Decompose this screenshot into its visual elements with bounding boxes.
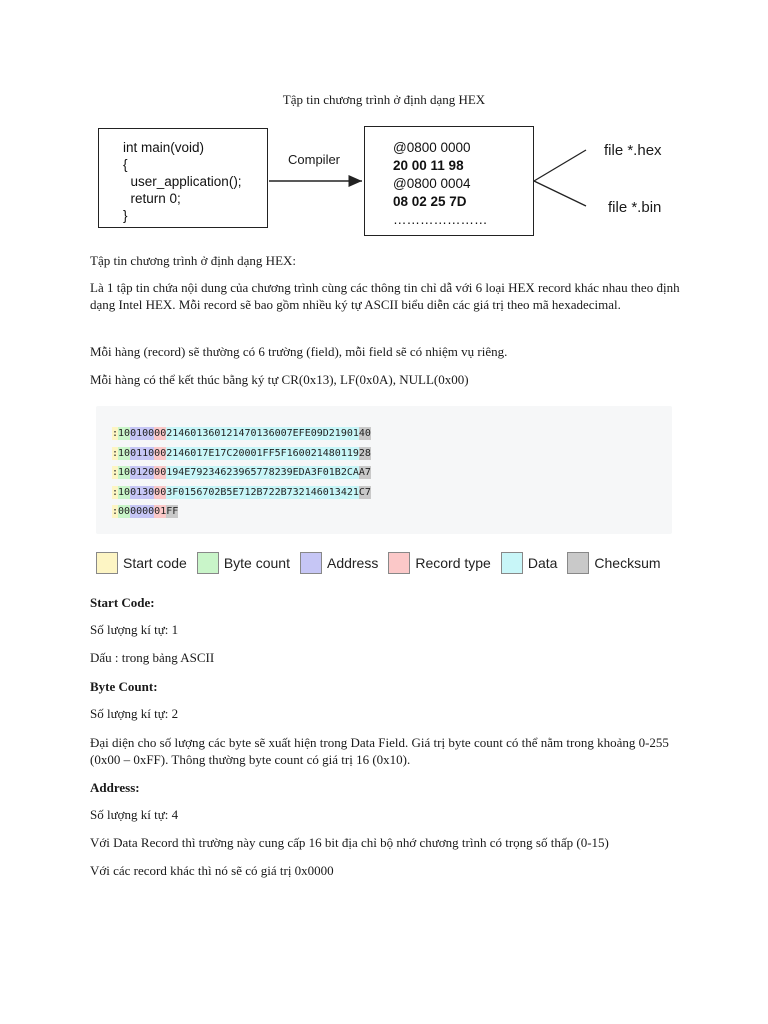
record-type-segment: 00 xyxy=(154,486,167,498)
legend-label: Byte count xyxy=(223,555,290,571)
legend-swatch xyxy=(388,552,410,574)
legend-item xyxy=(388,552,494,574)
paragraph-fields: Mỗi hàng (record) sẽ thường có 6 trường (field), mỗi field sẽ có nhiệm vụ riêng. xyxy=(90,344,508,359)
hex-line: ………………… xyxy=(393,212,488,227)
file-hex-label: file *.hex xyxy=(604,142,662,159)
checksum-segment: A7 xyxy=(358,467,371,478)
bin-branch-line xyxy=(534,181,586,206)
start-code-segment: : xyxy=(112,428,119,439)
hex-line: 08 02 25 7D xyxy=(393,194,467,209)
legend-label: Address xyxy=(326,555,379,571)
start-code-count: Số lượng kí tự: 1 xyxy=(90,622,179,637)
record-type-segment: 00 xyxy=(154,447,167,459)
checksum-segment: 40 xyxy=(358,428,371,439)
hex-output-box xyxy=(364,126,534,236)
start-code-segment: : xyxy=(112,486,119,498)
hex-record-line xyxy=(112,424,672,444)
address-desc-other-record: Với các record khác thì nó sẽ có giá trị 0x0000 xyxy=(90,863,334,878)
hex-line: @0800 0004 xyxy=(393,176,471,191)
code-line: user_application(); xyxy=(123,174,242,189)
checksum-segment: FF xyxy=(166,506,179,517)
legend-label: Checksum xyxy=(594,555,661,571)
byte-count-segment: 10 xyxy=(118,447,131,459)
address-segment: 0130 xyxy=(130,486,155,498)
byte-count-desc: Đại diện cho số lượng các byte sẽ xuất hiện trong Data Field. Giá trị byte count có thể nằm trong khoảng 0-255 (0x00 – 0xFF). Thông thường byte count có giá trị 16 (0x10). xyxy=(90,735,669,767)
data-segment: 194E79234623965778239EDA3F01B2CA xyxy=(166,467,359,478)
hex-line: 20 00 11 98 xyxy=(393,158,464,173)
compile-diagram xyxy=(90,118,690,248)
source-code-box xyxy=(98,128,268,228)
byte-count-segment: 10 xyxy=(118,428,131,439)
address-count: Số lượng kí tự: 4 xyxy=(90,807,179,822)
checksum-segment: C7 xyxy=(358,486,371,498)
paragraph-terminator: Mỗi hàng có thể kết thúc bằng ký tự CR(0x13), LF(0x0A), NULL(0x00) xyxy=(90,372,469,387)
legend-label: Record type xyxy=(415,555,491,571)
byte-count-segment: 00 xyxy=(118,506,131,517)
address-segment: 0100 xyxy=(130,428,155,439)
address-title: Address: xyxy=(90,780,140,795)
byte-count-title: Byte Count: xyxy=(90,679,158,694)
legend-swatch xyxy=(567,552,589,574)
legend-label: Start code xyxy=(123,555,187,571)
figure-caption: Tập tin chương trình ở định dạng HEX xyxy=(282,92,486,107)
legend-item xyxy=(197,552,294,574)
hex-line: @0800 0000 xyxy=(393,140,471,155)
hex-records-panel xyxy=(96,406,672,534)
data-segment: 214601360121470136007EFE09D21901 xyxy=(166,428,359,439)
hex-branch-line xyxy=(534,150,586,181)
legend-item xyxy=(300,552,382,574)
byte-count-count: Số lượng kí tự: 2 xyxy=(90,706,179,721)
code-line: int main(void) xyxy=(123,140,205,155)
address-segment: 0120 xyxy=(130,467,155,478)
byte-count-segment: 10 xyxy=(118,467,131,478)
legend-swatch xyxy=(300,552,322,574)
paragraph-description: Là 1 tập tin chứa nội dung của chương trình cùng các thông tin chỉ dẫ với 6 loại HEX record khác nhau theo định dạng Intel HEX. Mỗi record sẽ bao gồm nhiều ký tự ASCII biểu diễn các giá trị theo mã hexadecimal. xyxy=(90,280,680,312)
legend-item xyxy=(567,552,664,574)
field-legend xyxy=(96,550,671,576)
address-desc-data-record: Với Data Record thì trường này cung cấp 16 bit địa chỉ bộ nhớ chương trình có trọng số thấp (0-15) xyxy=(90,835,609,850)
start-code-segment: : xyxy=(112,447,119,459)
byte-count-segment: 10 xyxy=(118,486,131,498)
data-segment: 3F0156702B5E712B722B732146013421 xyxy=(166,486,359,498)
start-code-segment: : xyxy=(112,506,119,517)
hex-record-line xyxy=(112,463,672,483)
data-segment: 2146017E17C20001FF5F160021480119 xyxy=(166,447,359,459)
file-bin-label: file *.bin xyxy=(608,199,662,216)
hex-record-line xyxy=(112,502,672,522)
record-type-segment: 00 xyxy=(154,428,167,439)
code-line: { xyxy=(123,157,128,172)
legend-item xyxy=(96,552,191,574)
code-line: return 0; xyxy=(123,191,181,206)
address-segment: 0110 xyxy=(130,447,155,459)
legend-item xyxy=(501,552,562,574)
legend-label: Data xyxy=(527,555,558,571)
legend-swatch xyxy=(501,552,523,574)
start-code-desc: Dấu : trong bảng ASCII xyxy=(90,650,215,665)
record-type-segment: 00 xyxy=(154,467,167,478)
legend-swatch xyxy=(96,552,118,574)
legend-swatch xyxy=(197,552,219,574)
start-code-segment: : xyxy=(112,467,119,478)
hex-record-line xyxy=(112,444,672,464)
code-line: } xyxy=(123,208,128,223)
compiler-label: Compiler xyxy=(288,152,341,167)
record-type-segment: 01 xyxy=(154,506,167,517)
checksum-segment: 28 xyxy=(358,447,371,459)
paragraph-heading: Tập tin chương trình ở định dạng HEX: xyxy=(90,253,297,268)
hex-record-line xyxy=(112,483,672,503)
start-code-title: Start Code: xyxy=(90,595,155,610)
address-segment: 0000 xyxy=(130,506,155,517)
